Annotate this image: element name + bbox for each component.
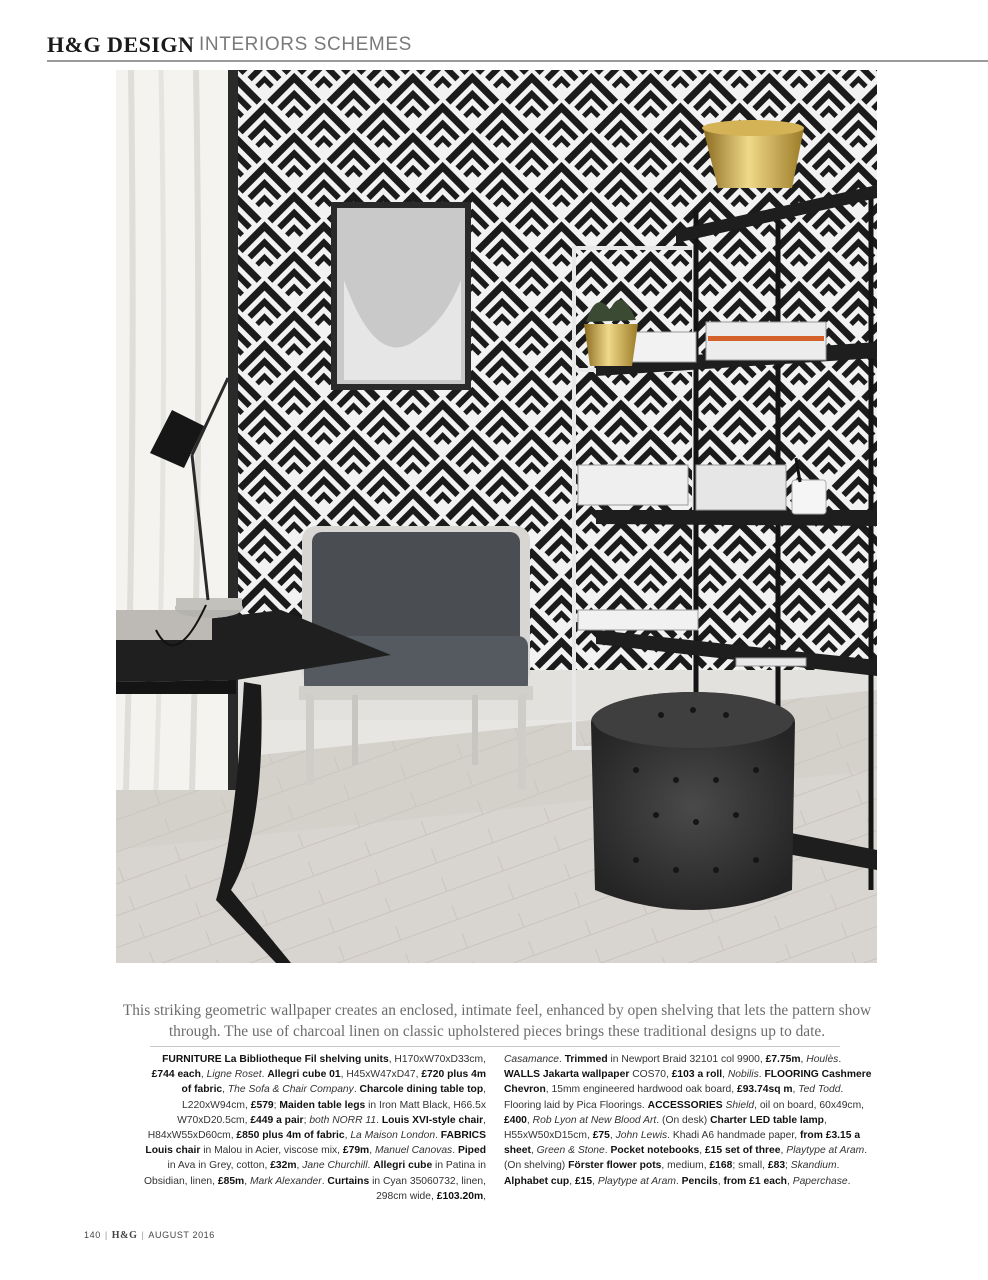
credit-segment: ,	[792, 1084, 799, 1096]
credit-segment: £744 each	[151, 1069, 201, 1081]
credit-segment: ,	[530, 1145, 537, 1157]
credit-segment: ,	[609, 1130, 616, 1142]
credit-segment: .	[321, 1175, 328, 1187]
credit-segment: . (On shelving)	[504, 1145, 868, 1172]
header-rule	[47, 60, 988, 62]
credits-left-column	[140, 1052, 486, 1204]
credit-segment: in Newport Braid 32101 col 9900,	[607, 1054, 766, 1065]
credit-segment: . (On desk)	[656, 1114, 711, 1126]
credit-segment: , L220xW94cm,	[182, 1084, 486, 1111]
credit-segment: ,	[722, 1069, 728, 1081]
credit-segment: in Ava in Grey, cotton,	[167, 1160, 271, 1172]
credit-segment: .	[836, 1160, 840, 1172]
credit-segment: .	[558, 1054, 565, 1065]
credit-segment: Ted Todd	[798, 1084, 841, 1096]
credit-segment: Charter LED table lamp	[710, 1114, 824, 1126]
caption-rule	[150, 1046, 840, 1047]
credit-segment: .	[847, 1175, 851, 1187]
credit-segment: from £3.15 a sheet	[504, 1130, 861, 1157]
credit-segment: FURNITURE	[162, 1054, 222, 1065]
credit-segment: ,	[200, 1069, 207, 1081]
pouffe-icon	[591, 692, 795, 910]
credit-segment: Houlès	[806, 1054, 839, 1065]
credit-segment: Piped	[457, 1145, 486, 1157]
credit-segment: ,	[592, 1175, 598, 1187]
credit-segment: .	[353, 1084, 360, 1096]
credit-segment: ,	[244, 1175, 250, 1187]
credit-segment: ,	[526, 1114, 533, 1126]
credit-segment: .	[435, 1130, 441, 1142]
credit-segment: £579	[250, 1099, 274, 1111]
credit-segment: COS70,	[629, 1069, 672, 1081]
credit-segment: ,	[800, 1054, 807, 1065]
photo-caption: This striking geometric wallpaper creates an enclosed, intimate feel, enhanced by open shelving that lets the pattern show through. The use of charcoal linen on classic upholstered pieces brings these traditional designs up to date.	[122, 1002, 872, 1040]
interior-photo	[116, 70, 877, 963]
credit-segment: Casamance	[504, 1054, 559, 1065]
credit-segment: ,	[369, 1145, 375, 1157]
credit-segment: John Lewis	[615, 1130, 668, 1142]
credit-segment: Louis XVI-style chair	[381, 1114, 484, 1126]
credit-segment: £79m	[342, 1145, 370, 1157]
magazine-brand: H&G DESIGN	[47, 32, 195, 57]
credit-segment: in Patina in Obsidian, linen,	[144, 1160, 486, 1187]
folio-magazine: H&G	[111, 1230, 138, 1241]
credit-segment: .	[376, 1114, 382, 1126]
credit-segment: , oil on board, 60x49cm,	[754, 1099, 865, 1111]
credit-segment: £720 plus 4m of fabric	[181, 1069, 486, 1096]
credit-segment: Maiden table legs	[279, 1099, 366, 1111]
credit-segment: £93.74sq m	[736, 1084, 793, 1096]
credit-segment: Skandium	[790, 1160, 837, 1172]
credit-segment: Trimmed	[564, 1054, 608, 1065]
credit-segment: Green & Stone	[536, 1145, 605, 1157]
credit-segment: ACCESSORIES	[647, 1099, 723, 1111]
credit-segment: Charcole dining table top	[359, 1084, 484, 1096]
credit-segment: £85m	[217, 1175, 245, 1187]
credit-segment: .	[452, 1145, 458, 1157]
credit-segment: in Malou in Acier, viscose mix,	[200, 1145, 343, 1157]
artwork-icon	[331, 202, 471, 390]
room-scene	[116, 70, 877, 963]
folio-issue: AUGUST 2016	[148, 1230, 215, 1240]
credit-segment: FLOORING	[764, 1069, 819, 1081]
credit-segment: , medium,	[661, 1160, 710, 1172]
credit-segment: ,	[699, 1145, 705, 1157]
credit-segment: Pencils	[681, 1175, 718, 1187]
credit-segment: Alphabet cup	[504, 1175, 570, 1187]
page-header	[47, 30, 988, 62]
credit-segment: FABRICS	[440, 1130, 486, 1142]
credit-segment: Jane Churchill	[302, 1160, 368, 1172]
credit-segment: ;	[273, 1099, 280, 1111]
credit-segment: WALLS	[504, 1069, 541, 1081]
credit-segment: Jakarta wallpaper	[540, 1069, 630, 1081]
credit-segment: , H55xW50xD15cm,	[504, 1114, 827, 1142]
credit-segment: ,	[786, 1175, 793, 1187]
credit-segment: Shield	[722, 1099, 755, 1111]
credit-segment: £103 a roll	[671, 1069, 723, 1081]
credit-segment: £168	[709, 1160, 733, 1172]
credit-segment: Ligne Roset	[206, 1069, 262, 1081]
credit-segment: , H45xW47xD47,	[340, 1069, 422, 1081]
credit-segment: £83	[767, 1160, 786, 1172]
credit-segment: Curtains	[327, 1175, 370, 1187]
credit-segment: Allegri cube 01	[267, 1069, 341, 1081]
credit-segment: .	[838, 1054, 842, 1065]
credit-segment: , H84xW55xD60cm,	[147, 1114, 486, 1142]
credit-segment: ,	[222, 1084, 228, 1096]
credit-segment: ,	[296, 1160, 303, 1172]
credit-segment: . Flooring laid by Pica Floorings.	[504, 1084, 844, 1111]
credit-segment: La Maison London	[350, 1130, 436, 1142]
credit-segment: Rob Lyon at New Blood Art	[532, 1114, 657, 1126]
credit-segment: ,	[569, 1175, 575, 1187]
credit-segment: .	[604, 1145, 611, 1157]
page-number: 140	[84, 1230, 101, 1240]
credit-segment: ; small,	[732, 1160, 768, 1172]
credit-segment: .	[367, 1160, 374, 1172]
credit-segment: Playtype at Aram	[786, 1145, 865, 1157]
credit-segment: Mark Alexander	[249, 1175, 322, 1187]
credit-segment: Paperchase	[792, 1175, 848, 1187]
credit-segment: £850 plus 4m of fabric	[236, 1130, 345, 1142]
credit-segment: Allegri cube	[373, 1160, 433, 1172]
credit-segment: .	[675, 1175, 682, 1187]
credit-segment: £15	[574, 1175, 593, 1187]
credit-segment: .	[261, 1069, 268, 1081]
credit-segment: , 15mm engineered hardwood oak board,	[545, 1084, 737, 1096]
credit-segment: Playtype at Aram	[597, 1175, 676, 1187]
page-folio: 140 | H&G | AUGUST 2016	[84, 1230, 215, 1241]
credit-segment: £15 set of three	[704, 1145, 781, 1157]
credit-segment: £449 a pair	[250, 1114, 304, 1126]
credit-segment: ,	[717, 1175, 724, 1187]
credit-segment: Förster flower pots	[568, 1160, 662, 1172]
credit-segment: .	[758, 1069, 765, 1081]
credit-segment: Pocket notebooks	[610, 1145, 700, 1157]
credit-segment: . Khadi A6 handmade paper,	[667, 1130, 800, 1142]
credit-segment: £103.20m	[436, 1190, 484, 1202]
credit-segment: Cashmere Chevron	[504, 1069, 872, 1096]
credit-segment: ,	[483, 1190, 486, 1202]
credit-segment: ,	[780, 1145, 787, 1157]
credit-segment: £7.75m	[765, 1054, 801, 1065]
credit-segment: in Cyan 35060732, linen, 298cm wide,	[369, 1175, 486, 1202]
credit-segment: Nobilis	[727, 1069, 759, 1081]
credit-segment: from £1 each	[723, 1175, 787, 1187]
credit-segment: La Bibliotheque Fil shelving units	[221, 1054, 389, 1065]
credit-segment: £400	[504, 1114, 527, 1126]
credit-segment: ;	[785, 1160, 791, 1172]
credit-segment: ,	[344, 1130, 351, 1142]
credit-segment: , H170xW70xD33cm,	[388, 1054, 486, 1065]
section-title: INTERIORS SCHEMES	[199, 34, 412, 55]
credits-right-column	[504, 1052, 876, 1189]
credit-segment: both NORR 11	[309, 1114, 377, 1126]
credit-segment: Louis chair	[145, 1145, 201, 1157]
credit-segment: in Iron Matt Black, H66.5x W70xD20.5cm,	[177, 1099, 486, 1126]
credit-segment: £32m	[270, 1160, 297, 1172]
credit-segment: The Sofa & Chair Company	[227, 1084, 354, 1096]
credit-segment: Manuel Canovas	[374, 1145, 453, 1157]
credit-segment: ;	[303, 1114, 310, 1126]
credit-segment: £75	[592, 1130, 610, 1142]
